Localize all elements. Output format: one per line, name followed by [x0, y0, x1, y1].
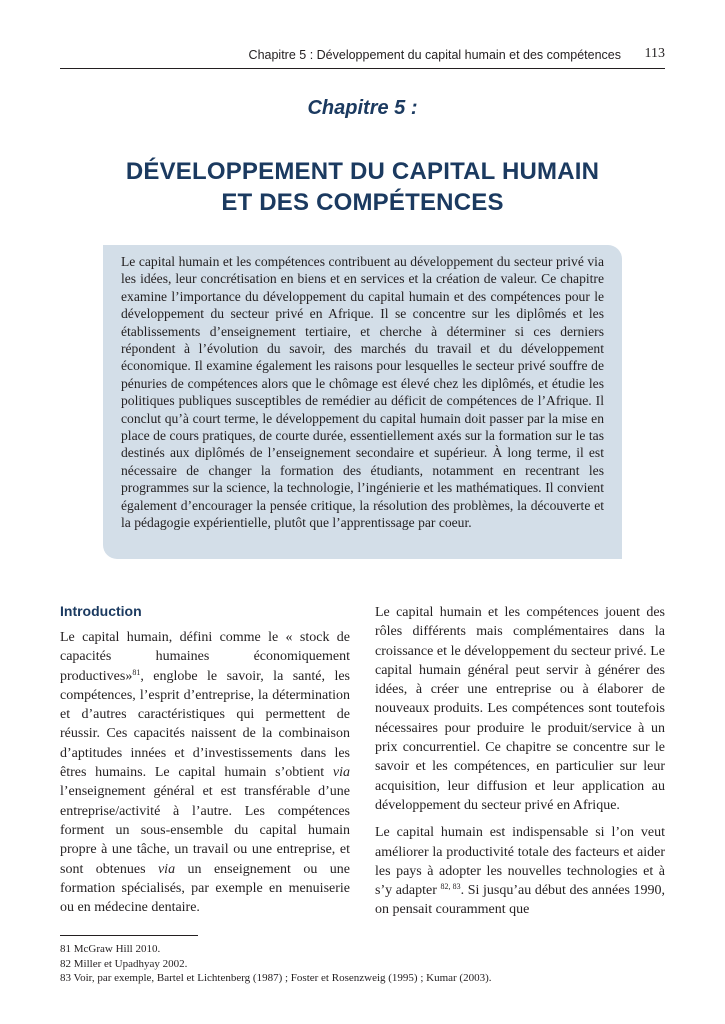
- section-heading-introduction: Introduction: [60, 603, 142, 619]
- chapter-title-line-2: ET DES COMPÉTENCES: [221, 189, 504, 216]
- chapter-title: [60, 156, 665, 218]
- footnote-83: 83 Voir, par exemple, Bartel et Lichtenberg (1987) ; Foster et Rosenzweig (1995) ; Kumar (2003).: [60, 972, 492, 984]
- page-number: 113: [644, 46, 665, 61]
- body-paragraph-3: Le capital humain est indispensable si l’on veut améliorer la productivité totale des facteurs et aider les pays à adopter les nouvelles technologies et à s’y adapter $^{82, 83}$. Si jusqu’au début des années 1990, on pensait couramment que: [375, 825, 665, 918]
- chapter-title-line-1: DÉVELOPPEMENT DU CAPITAL HUMAIN: [125, 158, 600, 185]
- body-paragraph-2: Le capital humain et les compétences jouent des rôles différents mais complémentaires dans la croissance et le développement du secteur privé. Le capital humain général peut servir à générer des idées, à créer une entreprise ou à élaborer de nouveaux produits. Les compétences sont toutefois nécessaires pour produire le produit/service à un prix concurrentiel. Ce chapitre se concentre sur le savoir et les compétences, en particulier sur leur acquisition, leur diffusion et leur application au développement du secteur privé en Afrique.: [375, 605, 665, 813]
- footnote-82: 82 Miller et Upadhyay 2002.: [60, 957, 188, 970]
- chapter-summary-text: Le capital humain et les compétences contribuent au développement du secteur privé via les idées, leur concrétisation en biens et en services et la création de valeur. Ce chapitre examine l’importance du développement du capital humain et des compétences pour le développement du secteur privé en Afrique. Il se concentre sur les diplômés et les établissements d’enseignement tertiaire, et cherche à déterminer si ces derniers répondent à l’évolution du savoir, des marchés du travail et du développement économique. Il examine également les raisons pour lesquelles le secteur privé souffre de pénuries de compétences alors que le chômage est élevé chez les diplômés, et étudie les politiques publiques susceptibles de remédier au déficit de compétences de l’Afrique. Il conclut qu’à court terme, le développement du capital humain doit passer par la mise en place de cours pratiques, de courte durée, essentiellement axés sur la formation sur le tas destinés aux diplômés de l’enseignement secondaire et supérieur. À long terme, il est nécessaire de changer la formation des étudiants, notamment en recentrant les programmes sur la science, la technologie, l’ingénierie et les mathématiques. Il convient également d’encourager la pensée critique, la résolution des problèmes, la découverte et la pédagogie expérientielle, plutôt que l’apprentissage par coeur.: [121, 254, 604, 531]
- body-paragraph-1: Le capital humain, défini comme le « stock de capacités humaines économiquement productives»$^{81}$, englobe le savoir, la santé, les compétences, l’esprit d’entreprise, la détermination et d’autres caractéristiques qui permettent de réussir. Ces capacités naissent de la combinaison d’aptitudes innées et d’investissements dans les êtres humains. Le capital humain s’obtient via l’enseignement général et est transférable d’une entreprise/activité à l’autre. Les compétences forment un sous-ensemble du capital humain propre à une tâche, un travail ou une entreprise, et sont obtenues via un enseignement ou une formation spécialisés, par exemple en menuiserie ou en médecine dentaire.: [60, 630, 350, 916]
- footnote-ref-82-83: 82, 83: [440, 882, 461, 892]
- footnotes: [60, 942, 680, 986]
- running-header: [60, 46, 665, 69]
- chapter-summary-box: [103, 245, 622, 559]
- footnote-ref-81: 81: [132, 667, 141, 677]
- chapter-label: Chapitre 5 :: [307, 97, 418, 119]
- footnote-81: 81 McGraw Hill 2010.: [60, 943, 161, 955]
- left-column: [60, 602, 350, 917]
- footnote-separator: [60, 935, 198, 936]
- right-column: [375, 603, 665, 920]
- running-title: Chapitre 5 : Développement du capital humain et des compétences: [248, 48, 621, 62]
